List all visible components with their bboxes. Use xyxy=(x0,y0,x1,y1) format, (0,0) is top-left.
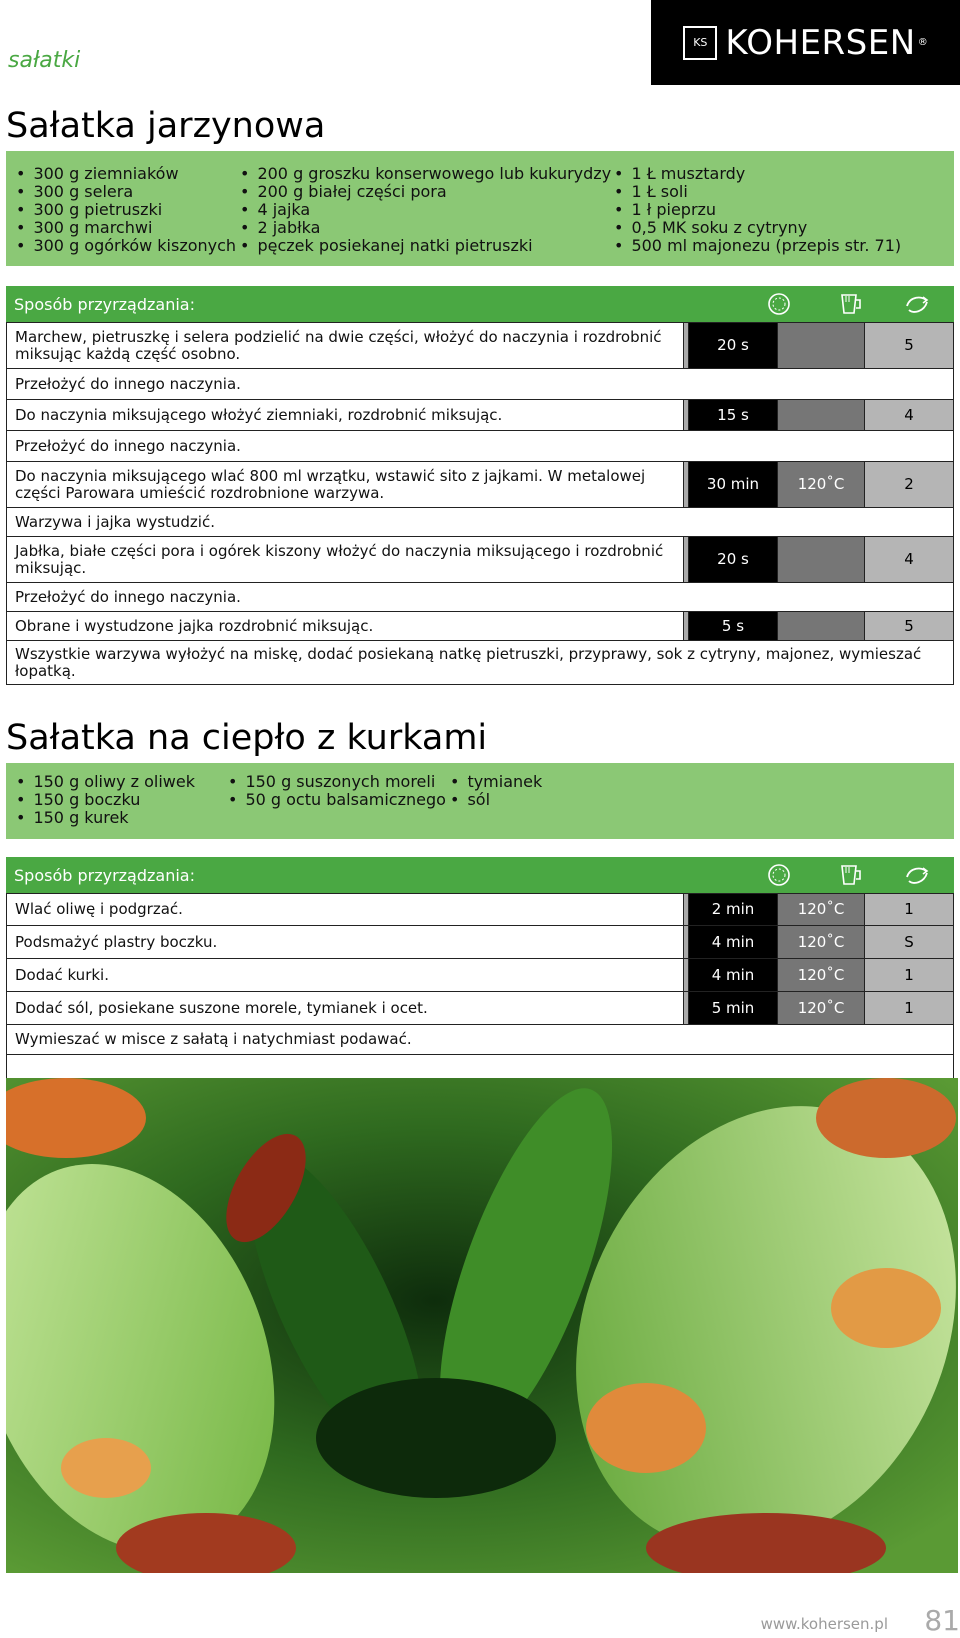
step-text: Marchew, pietruszkę i selera podzielić na dwie części, włożyć do naczynia i rozdrobnić miksując każdą część osobno. xyxy=(7,323,684,369)
step-temperature: 120˚C xyxy=(778,926,865,959)
ingredients-panel xyxy=(6,151,954,266)
ingredient-item: • pęczek posiekanej natki pietruszki xyxy=(240,237,611,255)
ingredient-item: • sól xyxy=(450,791,542,809)
step-time: 20 s xyxy=(689,537,778,583)
timer-icon xyxy=(766,863,792,887)
step-row xyxy=(7,508,954,537)
step-time: 5 s xyxy=(689,612,778,641)
ingredient-item: • 50 g octu balsamicznego xyxy=(228,791,446,809)
blank-row xyxy=(7,1055,954,1079)
salad-photo-illustration xyxy=(6,1078,958,1573)
method-label: Sposób przyrządzania: xyxy=(14,295,195,314)
step-row xyxy=(7,926,954,959)
thermometer-icon xyxy=(836,863,862,887)
step-text: Jabłka, białe części pora i ogórek kiszony włożyć do naczynia miksującego i rozdrobnić miksując. xyxy=(7,537,684,583)
step-speed: 2 xyxy=(865,462,954,508)
ingredients-column xyxy=(450,773,542,809)
brand-registered-mark: ® xyxy=(917,37,928,48)
step-time: 4 min xyxy=(689,959,778,992)
step-row xyxy=(7,959,954,992)
step-speed: 5 xyxy=(865,323,954,369)
footer-url: www.kohersen.pl xyxy=(760,1615,888,1633)
ingredient-item: • 150 g kurek xyxy=(16,809,195,827)
step-row xyxy=(7,1025,954,1055)
step-text: Dodać kurki. xyxy=(7,959,684,992)
step-time: 4 min xyxy=(689,926,778,959)
step-temperature xyxy=(778,323,865,369)
recipe-title: Sałatka na ciepło z kurkami xyxy=(6,718,488,758)
step-time: 20 s xyxy=(689,323,778,369)
salad-photo xyxy=(6,1078,958,1573)
ingredient-item: • 1 Ł soli xyxy=(614,183,901,201)
step-text: Przełożyć do innego naczynia. xyxy=(7,583,954,612)
step-temperature xyxy=(778,537,865,583)
step-text: Wszystkie warzywa wyłożyć na miskę, dodać posiekaną natkę pietruszki, przyprawy, sok z cytryny, majonez, wymieszać łopatką. xyxy=(7,641,954,685)
step-row xyxy=(7,583,954,612)
ingredients-column xyxy=(228,773,446,809)
step-speed: S xyxy=(865,926,954,959)
ingredients-column xyxy=(240,165,611,255)
step-text: Podsmażyć plastry boczku. xyxy=(7,926,684,959)
step-row xyxy=(7,431,954,462)
step-row xyxy=(7,537,954,583)
ingredients-panel xyxy=(6,763,954,839)
ingredient-item: • 300 g selera xyxy=(16,183,236,201)
ingredient-item: • 1 ł pieprzu xyxy=(614,201,901,219)
brand-logo xyxy=(651,0,960,85)
step-text: Dodać sól, posiekane suszone morele, tymianek i ocet. xyxy=(7,992,684,1025)
ingredient-item: • 4 jajka xyxy=(240,201,611,219)
step-temperature: 120˚C xyxy=(778,959,865,992)
step-row xyxy=(7,641,954,685)
ingredient-item: • 2 jabłka xyxy=(240,219,611,237)
ingredient-item: • 150 g boczku xyxy=(16,791,195,809)
speed-icon xyxy=(904,863,930,887)
step-temperature: 120˚C xyxy=(778,462,865,508)
section-label: sałatki xyxy=(8,48,81,73)
step-row xyxy=(7,612,954,641)
recipe-title: Sałatka jarzynowa xyxy=(6,106,326,146)
step-time: 2 min xyxy=(689,894,778,926)
step-time: 5 min xyxy=(689,992,778,1025)
step-time: 15 s xyxy=(689,400,778,431)
step-speed: 5 xyxy=(865,612,954,641)
step-temperature xyxy=(778,400,865,431)
ingredient-item: • 150 g suszonych moreli xyxy=(228,773,446,791)
step-text: Wymieszać w misce z sałatą i natychmiast podawać. xyxy=(7,1025,954,1055)
step-speed: 1 xyxy=(865,894,954,926)
ingredients-column xyxy=(16,773,195,827)
step-text: Do naczynia miksującego wlać 800 ml wrzątku, wstawić sito z jajkami. W metalowej części Parowara umieścić rozdrobnione warzywa. xyxy=(7,462,684,508)
ingredient-item: • 0,5 MK soku z cytryny xyxy=(614,219,901,237)
ingredient-item: • 200 g białej części pora xyxy=(240,183,611,201)
step-row xyxy=(7,400,954,431)
method-label: Sposób przyrządzania: xyxy=(14,866,195,885)
ingredient-item: • 300 g marchwi xyxy=(16,219,236,237)
timer-icon xyxy=(766,292,792,316)
step-speed: 1 xyxy=(865,992,954,1025)
ingredient-item: • 300 g ziemniaków xyxy=(16,165,236,183)
step-text: Obrane i wystudzone jajka rozdrobnić miksując. xyxy=(7,612,684,641)
step-text: Do naczynia miksującego włożyć ziemniaki, rozdrobnić miksując. xyxy=(7,400,684,431)
blank-cell xyxy=(7,1055,954,1079)
brand-name: KOHERSEN xyxy=(725,22,916,63)
step-time: 30 min xyxy=(689,462,778,508)
step-row xyxy=(7,462,954,508)
ingredient-item: • 1 Ł musztardy xyxy=(614,165,901,183)
method-header xyxy=(6,857,954,893)
step-row xyxy=(7,894,954,926)
method-header xyxy=(6,286,954,322)
step-text: Warzywa i jajka wystudzić. xyxy=(7,508,954,537)
speed-icon xyxy=(904,292,930,316)
ingredient-item: • tymianek xyxy=(450,773,542,791)
brand-mark: KS xyxy=(683,26,717,60)
ingredients-column xyxy=(16,165,236,255)
thermometer-icon xyxy=(836,292,862,316)
ingredient-item: • 150 g oliwy z oliwek xyxy=(16,773,195,791)
step-text: Wlać oliwę i podgrzać. xyxy=(7,894,684,926)
ingredient-item: • 300 g pietruszki xyxy=(16,201,236,219)
step-temperature: 120˚C xyxy=(778,992,865,1025)
step-row xyxy=(7,369,954,400)
ingredient-item: • 500 ml majonezu (przepis str. 71) xyxy=(614,237,901,255)
step-temperature: 120˚C xyxy=(778,894,865,926)
method-table xyxy=(6,322,954,685)
step-speed: 4 xyxy=(865,537,954,583)
page-number: 81 xyxy=(924,1604,960,1637)
ingredients-column xyxy=(614,165,901,255)
step-row xyxy=(7,323,954,369)
step-text: Przełożyć do innego naczynia. xyxy=(7,369,954,400)
step-row xyxy=(7,992,954,1025)
step-speed: 1 xyxy=(865,959,954,992)
method-table xyxy=(6,893,954,1079)
step-speed: 4 xyxy=(865,400,954,431)
step-temperature xyxy=(778,612,865,641)
ingredient-item: • 300 g ogórków kiszonych xyxy=(16,237,236,255)
step-text: Przełożyć do innego naczynia. xyxy=(7,431,954,462)
ingredient-item: • 200 g groszku konserwowego lub kukurydzy xyxy=(240,165,611,183)
